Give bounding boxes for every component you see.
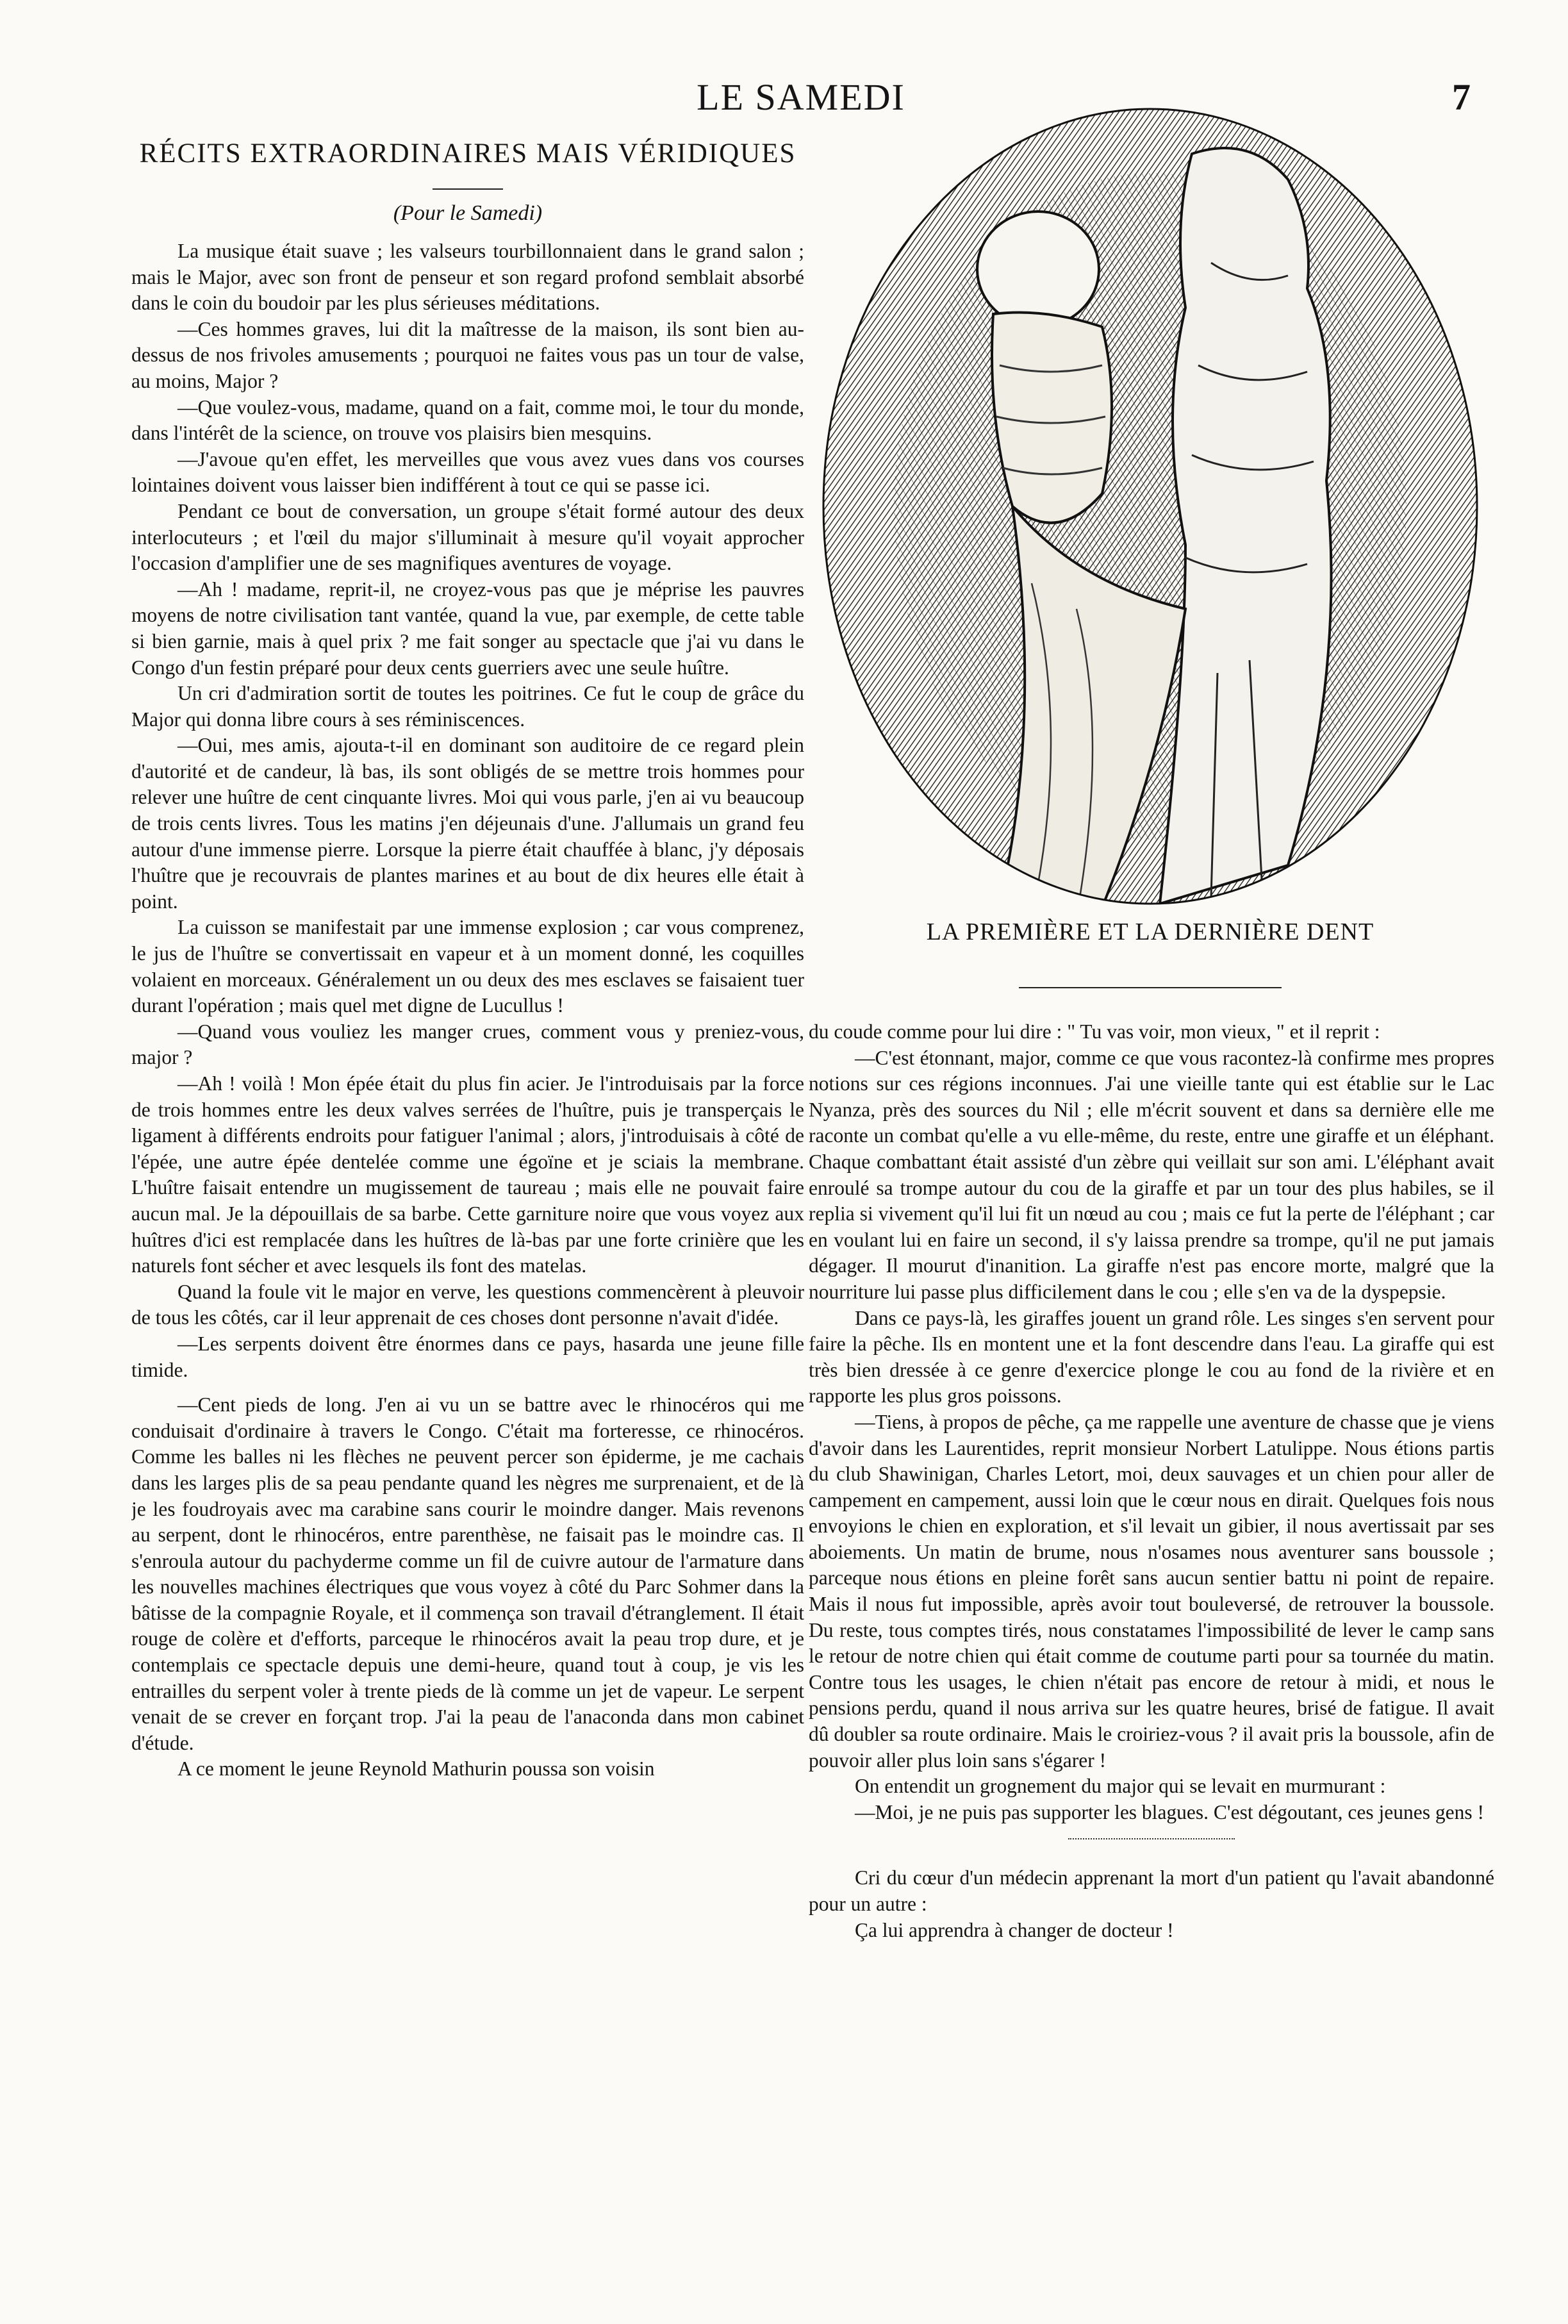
paragraph: —Moi, je ne puis pas supporter les blagues. C'est dégoutant, ces jeunes gens ! [855,1800,1484,1823]
paragraph: —Les serpents doivent être énormes dans ce pays, hasarda une jeune fille timide. [131,1332,804,1381]
paragraph: —Cent pieds de long. J'en ai vu un se battre avec le rhinocéros qui me conduisait d'ordinaire à travers le Congo. C'était ma forteresse, ce rhinocéros. Comme les balles ni les flèches ne peuvent percer son épiderme, je me cachais dans les larges plis de sa peau pendante quand les nègres me surprenaient, et de là je les foudroyais avec ma carabine sans courir le moindre danger. Mais revenons au serpent, dont le rhinocéros, entre parenthèse, ne faisait pas le moindre cas. Il s'enroula autour du pachyderme comme un fil de cuivre autour de l'armature dans les nouvelles machines électriques que vous voyez à côté du Parc Sohmer dans la bâtisse de la compagnie Royale, et il commença son travail d'étranglement. Il était rouge de colère et d'efforts, parceque le rhinocéros avait la peau trop dure, et je contemplais ce spectacle depuis une demi-heure, quand tout à coup, je vis les entrailles du serpent voler à trente pieds de là comme un jet de vapeur. Le serpent venait de se crever en forçant trop. J'ai la peau de l'anaconda dans mon cabinet d'étude. [131,1393,804,1754]
masthead: LE SAMEDI [697,76,905,118]
left-column [131,131,804,2259]
paragraph: Quand la foule vit le major en verve, les questions commencèrent à pleuvoir de tous les côtés, car il leur apprenait de ces choses dont personne n'avait d'idée. [131,1280,804,1329]
illustration-caption: LA PREMIÈRE ET LA DERNIÈRE DENT [926,918,1374,945]
engraving-illustration [801,96,1499,961]
paragraph: —Tiens, à propos de pêche, ça me rappelle une aventure de chasse que je viens d'avoir dans les Laurentides, reprit monsieur Norbert Latulippe. Nous étions partis du club Shawinigan, Charles Letort, moi, deux sauvages et un chien pour aller de campement en campement, aussi loin que le cœur nous en dirait. Quelques fois nous envoyions le chien en exploration, et s'il levait un gibier, il nous avertissait par ses aboiements. Un matin de brume, nous n'osames nous aventurer sans boussole ; parceque nous étions en pleine forêt sans aucun sentier battu ni point de repaire. Mais il nous fut impossible, après avoir tout bouleversé, de retrouver la boussole. Du reste, tous comptes tirés, nous constatames l'impossibilité de lever le camp sans le retour de notre chien qui était comme de coutume parti pour sa tournée du matin. Contre tous les usages, le chien n'était pas encore de retour à midi, et nous le pensions perdu, quand il nous arriva sur les quatre heures, brisé de fatigue. Il avait dû doubler sa route ordinaire. Mais le croiriez-vous ? il avait pris la boussole, afin de pouvoir aller plus loin sans s'égarer ! [809,1410,1494,1772]
paragraph: Un cri d'admiration sortit de toutes les poitrines. Ce fut le coup de grâce du Major qui donna libre cours à ses réminiscences. [131,682,804,731]
section-divider [1068,1838,1235,1839]
paragraph: —Oui, mes amis, ajouta-t-il en dominant son auditoire de ce regard plein d'autorité et de candeur, là bas, ils sont obligés de se mettre trois hommes pour relever une huître de cent cinquante livres. Moi qui vous parle, j'en ai vu beaucoup de trois cents livres. Tous les matins j'en déjeunais d'une. J'allumais un grand feu autour d'une immense pierre. Lorsque la pierre était chauffée à blanc, j'y déposais l'huître que je recouvrais de plantes marines et au bout de dix heures elle était à point. [131,734,804,913]
paragraph: du coude comme pour lui dire : " Tu vas voir, mon vieux, " et il reprit : [809,1020,1380,1043]
paragraph: —Ah ! madame, reprit-il, ne croyez-vous pas que je méprise les pauvres moyens de notre civilisation tant vantée, quand la vue, par exemple, de cette table si bien garnie, mais à quel prix ? me fait songer au spectacle que j'ai vu dans le Congo d'un festin préparé pour deux cents guerriers avec une seule huître. [131,577,804,679]
caption-rule [1019,987,1282,988]
paragraph: —Ces hommes graves, lui dit la maîtresse de la maison, ils sont bien au-dessus de nos frivoles amusements ; pourquoi ne faites vous pas un tour de valse, au moins, Major ? [131,317,804,392]
anecdote-punchline: Ça lui apprendra à changer de docteur ! [855,1918,1174,1941]
right-column [809,1019,1494,2275]
paragraph: —C'est étonnant, major, comme ce que vous racontez-là confirme mes propres notions sur ces régions inconnues. J'ai une vieille tante qui est établie sur le Lac Nyanza, près des sources du Nil ; elle m'écrit souvent et dans sa dernière elle me raconte un combat qu'elle a vu elle-même, du reste, entre une giraffe et un éléphant. Chaque combattant était assisté d'un zèbre qui veillait sur son ami. L'éléphant avait enroulé sa trompe autour du cou de la giraffe et par un tour des plus habiles, se il replia si vivement qu'il lui fit un nœud au cou ; mais ce fut la perte de l'éléphant ; car en voulant lui en faire un second, il s'y laissa prendre sa trompe, qu'il ne put jamais dégager. Il mourut d'inanition. La giraffe n'est pas encore morte, malgré que la nourriture lui passe plus difficilement dans le cou ; elle s'en va de la dyspepsie. [809,1046,1494,1303]
title-rule [433,188,503,190]
paragraph: La musique était suave ; les valseurs tourbillonnaient dans le grand salon ; mais le Major, avec son front de penseur et son regard profond semblait absorbé dans le coin du boudoir par les plus sérieuses méditations. [131,240,804,315]
paragraph: —J'avoue qu'en effet, les merveilles que vous avez vues dans vos courses lointaines doivent vous laisser bien indifférent à tout ce qui se passe ici. [131,447,804,497]
paragraph: A ce moment le jeune Reynold Mathurin poussa son voisin [177,1757,655,1780]
paragraph: La cuisson se manifestait par une immense explosion ; car vous comprenez, le jus de l'huître se convertissait en vapeur et à un moment donné, les coquilles volaient en morceaux. Généralement un ou deux des mes esclaves se faisaient tuer durant l'opération ; mais quel met digne de Lucullus ! [131,916,804,1017]
paragraph: —Ah ! voilà ! Mon épée était du plus fin acier. Je l'introduisais par la force de trois hommes entre les deux valves serrées de l'huître, puis je transperçais le ligament à différents endroits pour fatiguer l'animal ; alors, j'introduisais à côté de l'épée, une autre épée dentelée comme une égoïne et je sciais la membrane. L'huître faisait entendre un mugissement de taureau ; mais elle ne pouvait faire aucun mal. Je la dépouillais de sa barbe. Cette garniture noire que vous voyez aux huîtres d'ici est remplacée dans les huîtres de là-bas par une forte crinière que les naturels font sécher et avec lesquels ils font des matelas. [131,1072,804,1277]
anecdote-paragraph: Cri du cœur d'un médecin apprenant la mort d'un patient qu l'avait abandonné pour un autre : [809,1866,1494,1915]
paragraph: Dans ce pays-là, les giraffes jouent un grand rôle. Les singes s'en servent pour faire la pêche. Ils en montent une et la font descendre dans l'eau. La giraffe qui est très bien dressée à ce genre d'exercice plonge le cou au fond de la rivière et en rapporte les plus gros poissons. [809,1306,1494,1407]
paragraph: —Que voulez-vous, madame, quand on a fait, comme moi, le tour du monde, dans l'intérêt de la science, on trouve vos plaisirs bien mesquins. [131,395,804,445]
byline: (Pour le Samedi) [393,201,543,225]
paragraph: Pendant ce bout de conversation, un groupe s'était formé autour des deux interlocuteurs ; et l'œil du major s'illuminait à mesure qu'il voyait approcher l'occasion d'amplifier une de ses magnifiques aventures de voyage. [131,499,804,575]
page-number: 7 [1452,76,1471,118]
paragraph: On entendit un grognement du major qui se levait en murmurant : [855,1775,1386,1798]
article-title: RÉCITS EXTRAORDINAIRES MAIS VÉRIDIQUES [139,138,796,169]
paragraph: —Quand vous vouliez les manger crues, comment vous y preniez-vous, major ? [131,1020,804,1069]
